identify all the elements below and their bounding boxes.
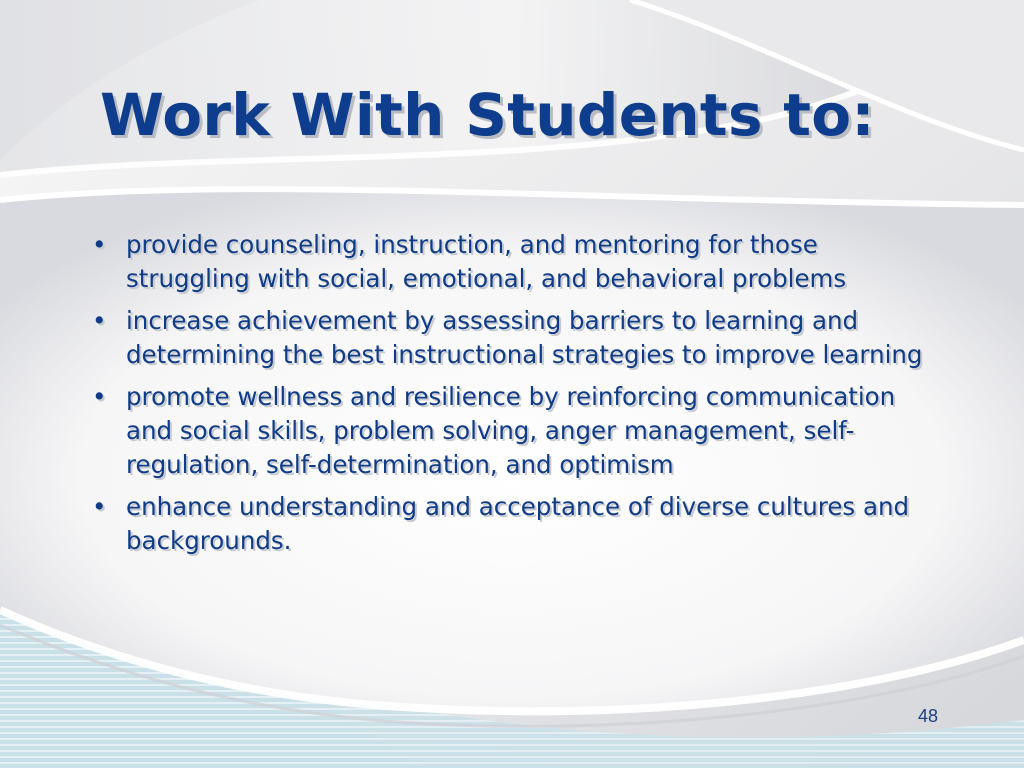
bullet-item	[88, 228, 948, 296]
bullet-item	[88, 304, 948, 372]
bullet-text: provide counseling, instruction, and mentoring for those struggling with social, emotional, and behavioral problems	[126, 230, 847, 293]
bullet-item	[88, 490, 948, 558]
page-number: 48	[917, 706, 938, 726]
bullet-item	[88, 380, 948, 482]
bullet-dot-icon: •	[92, 492, 107, 521]
bullet-dot-icon: •	[92, 382, 107, 411]
bullet-list	[88, 228, 948, 566]
bullet-text: increase achievement by assessing barriers to learning and determining the best instructional strategies to improve learning	[126, 306, 923, 369]
bullet-text: enhance understanding and acceptance of diverse cultures and backgrounds.	[126, 492, 910, 555]
slide-title: Work With Students to:	[100, 81, 875, 149]
bullet-text: promote wellness and resilience by reinforcing communication and social skills, problem solving, anger management, self-regulation, self-determination, and optimism	[126, 382, 896, 479]
bullet-dot-icon: •	[92, 230, 107, 259]
bullet-dot-icon: •	[92, 306, 107, 335]
